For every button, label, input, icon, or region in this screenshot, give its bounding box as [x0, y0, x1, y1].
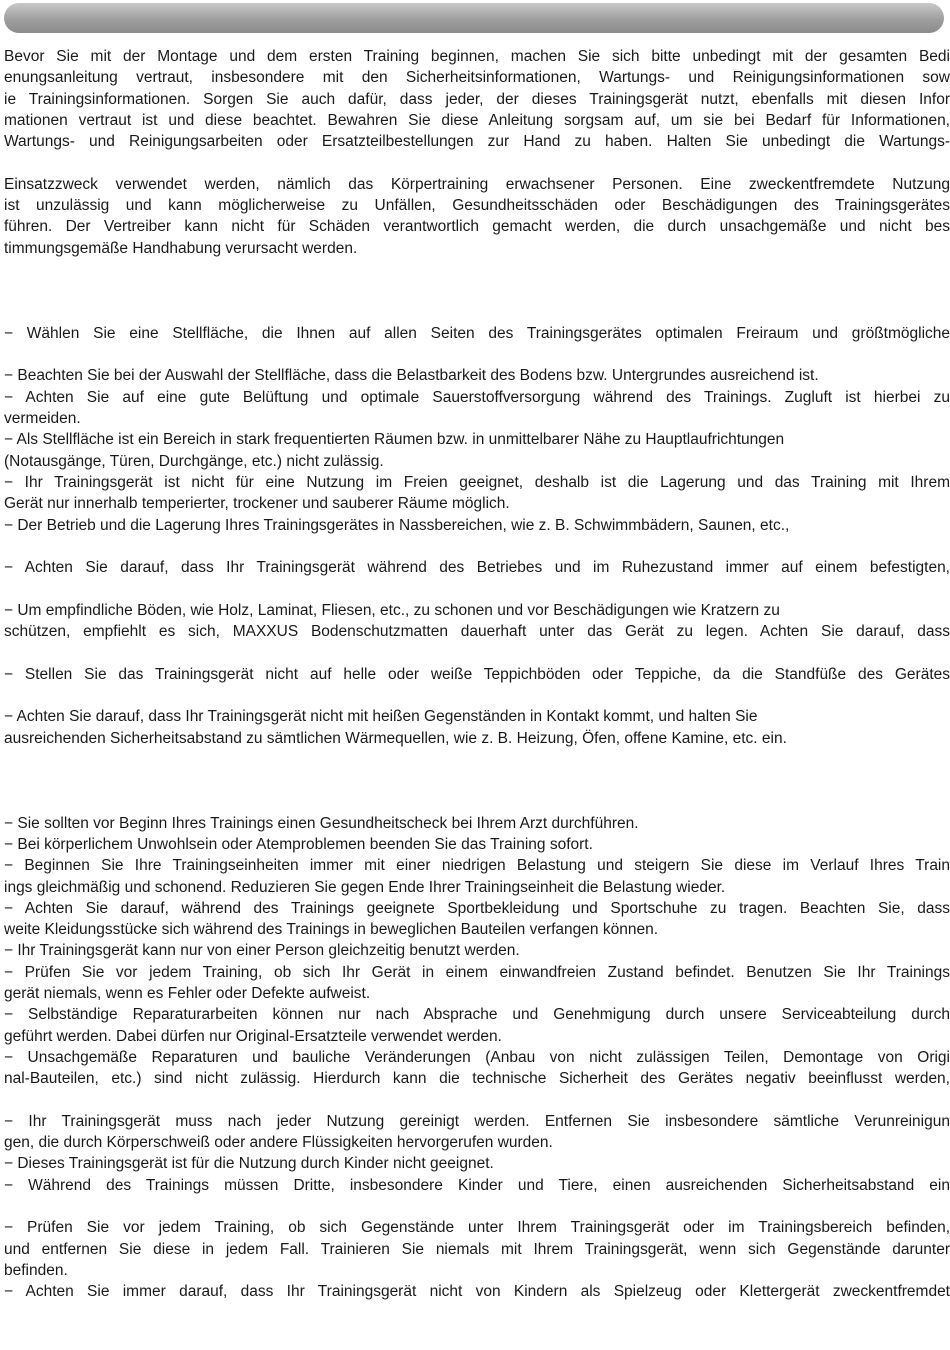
placement-item: (Notausgänge, Türen, Durchgänge, etc.) nicht zulässig. [4, 452, 384, 470]
usage-line: Einsatzzweck verwendet werden, nämlich das Körpertraining erwachsener Personen. Eine zweckentfremdete Nutzung [4, 175, 950, 193]
intro-line: mationen vertraut ist und diese beachtet. Bewahren Sie diese Anleitung sorgsam auf, um sie bei Bedarf für Informationen, [4, 111, 950, 129]
training-item: − Selbständige Reparaturarbeiten können nur nach Absprache und Genehmigung durch unsere Serviceabteilung durch [4, 1006, 950, 1024]
training-item: − Ihr Trainingsgerät muss nach jeder Nutzung gereinigt werden. Entfernen Sie insbesondere sämtliche Verunreinigun [4, 1112, 950, 1130]
usage-line: timmungsgemäße Handhabung verursacht werden. [4, 239, 358, 257]
training-item: − Unsachgemäße Reparaturen und bauliche Veränderungen (Anbau von nicht zulässigen Teilen, Demontage von Origi [4, 1048, 950, 1066]
training-item: − Während des Trainings müssen Dritte, insbesondere Kinder und Tiere, einen ausreichenden Sicherheitsabstand ein [4, 1176, 950, 1194]
training-item: weite Kleidungsstücke sich während des Trainings in beweglichen Bauteilen verfangen können. [4, 921, 658, 939]
placement-item: − Um empfindliche Böden, wie Holz, Laminat, Fliesen, etc., zu schonen und vor Beschädigungen wie Kratzern zu [4, 601, 780, 619]
training-item: nal-Bauteilen, etc.) sind nicht zulässig. Hierdurch kann die technische Sicherheit des Gerätes negativ beeinflusst werden, [4, 1070, 950, 1088]
training-item: − Bei körperlichem Unwohlsein oder Atemproblemen beenden Sie das Training sofort. [4, 835, 593, 853]
training-item: − Beginnen Sie Ihre Trainingseinheiten immer mit einer niedrigen Belastung und steigern Sie diese im Verlauf Ihres Train [4, 857, 950, 875]
training-item: − Prüfen Sie vor jedem Training, ob sich Ihr Gerät in einem einwandfreien Zustand befindet. Benutzen Sie Ihr Trainings [4, 963, 950, 981]
placement-item: vermeiden. [4, 410, 81, 428]
intro-line: Bevor Sie mit der Montage und dem ersten Training beginnen, machen Sie sich bitte unbedingt mit der gesamten Bedi [4, 48, 950, 65]
training-item: − Sie sollten vor Beginn Ihres Trainings einen Gesundheitscheck bei Ihrem Arzt durchführen. [4, 814, 639, 832]
placement-item: − Achten Sie auf eine gute Belüftung und optimale Sauerstoffversorgung während des Trainings. Zugluft ist hierbei zu [4, 388, 950, 406]
placement-item: − Als Stellfläche ist ein Bereich in stark frequentierten Räumen bzw. in unmittelbarer Nähe zu Hauptlaufrichtungen [4, 431, 785, 449]
placement-item: Gerät nur innerhalb temperierter, trockener und sauberer Räume möglich. [4, 495, 510, 513]
training-item: gerät niemals, wenn es Fehler oder Defekte aufweist. [4, 985, 371, 1003]
document-body [4, 46, 950, 1303]
training-item: und entfernen Sie diese in jedem Fall. Trainieren Sie niemals mit Ihrem Trainingsgerät, wenn sich Gegenstände darunter [4, 1240, 950, 1258]
usage-line: ist unzulässig und kann möglicherweise zu Unfällen, Gesundheitsschäden oder Beschädigungen des Trainingsgerätes [4, 197, 950, 215]
placement-item: − Achten Sie darauf, dass Ihr Trainingsgerät während des Betriebes und im Ruhezustand immer auf einem befestigten, [4, 559, 950, 577]
training-item: geführt werden. Dabei dürfen nur Original-Ersatzteile verwendet werden. [4, 1027, 502, 1045]
training-item: befinden. [4, 1261, 68, 1279]
placement-item: − Achten Sie darauf, dass Ihr Trainingsgerät nicht mit heißen Gegenständen in Kontakt kommt, und halten Sie [4, 708, 758, 726]
placement-item: − Beachten Sie bei der Auswahl der Stellfläche, dass die Belastbarkeit des Bodens bzw. Untergrundes ausreichend ist. [4, 367, 819, 385]
intro-line: ie Trainingsinformationen. Sorgen Sie auch dafür, dass jeder, der dieses Trainingsgerät nutzt, ebenfalls mit diesen Infor [4, 90, 950, 108]
usage-line: führen. Der Vertreiber kann nicht für Schäden verantwortlich gemacht werden, die durch unsachgemäße und nicht bes [4, 218, 950, 236]
training-item: − Dieses Trainingsgerät ist für die Nutzung durch Kinder nicht geeignet. [4, 1155, 494, 1173]
placement-item: − Der Betrieb und die Lagerung Ihres Trainingsgerätes in Nassbereichen, wie z. B. Schwimmbädern, Saunen, etc., [4, 516, 790, 534]
intro-line: enungsanleitung vertraut, insbesondere mit den Sicherheitsinformationen, Wartungs- und Reinigungsinformationen sow [4, 69, 950, 87]
training-item: gen, die durch Körperschweiß oder andere Flüssigkeiten hervorgerufen wurden. [4, 1134, 553, 1152]
training-item: − Achten Sie immer darauf, dass Ihr Trainingsgerät nicht von Kindern als Spielzeug oder Klettergerät zweckentfremdet [4, 1283, 950, 1301]
header-bar [4, 3, 944, 33]
training-item: − Ihr Trainingsgerät kann nur von einer Person gleichzeitig benutzt werden. [4, 942, 520, 960]
placement-item: − Ihr Trainingsgerät ist nicht für eine Nutzung im Freien geeignet, deshalb ist die Lagerung und das Training mit Ihrem [4, 473, 950, 491]
training-item: − Prüfen Sie vor jedem Training, ob sich Gegenstände unter Ihrem Trainingsgerät oder im Trainingsbereich befinden, [4, 1219, 950, 1237]
placement-item: − Wählen Sie eine Stellfläche, die Ihnen auf allen Seiten des Trainingsgerätes optimalen Freiraum und größtmögliche [4, 324, 950, 342]
placement-item: − Stellen Sie das Trainingsgerät nicht auf helle oder weiße Teppichböden oder Teppiche, da die Standfüße des Gerätes [4, 665, 950, 683]
training-item: − Achten Sie darauf, während des Trainings geeignete Sportbekleidung und Sportschuhe zu tragen. Beachten Sie, dass [4, 899, 950, 917]
intro-line: Wartungs- und Reinigungsarbeiten oder Ersatzteilbestellungen zur Hand zu haben. Halten Sie unbedingt die Wartungs- [4, 133, 950, 151]
placement-item: schützen, empfiehlt es sich, MAXXUS Bodenschutzmatten dauerhaft unter das Gerät zu legen. Achten Sie darauf, dass [4, 623, 950, 641]
training-item: ings gleichmäßig und schonend. Reduzieren Sie gegen Ende Ihrer Trainingseinheit die Belastung wieder. [4, 878, 726, 896]
placement-item: ausreichenden Sicherheitsabstand zu sämtlichen Wärmequellen, wie z. B. Heizung, Öfen, offene Kamine, etc. ein. [4, 729, 787, 747]
